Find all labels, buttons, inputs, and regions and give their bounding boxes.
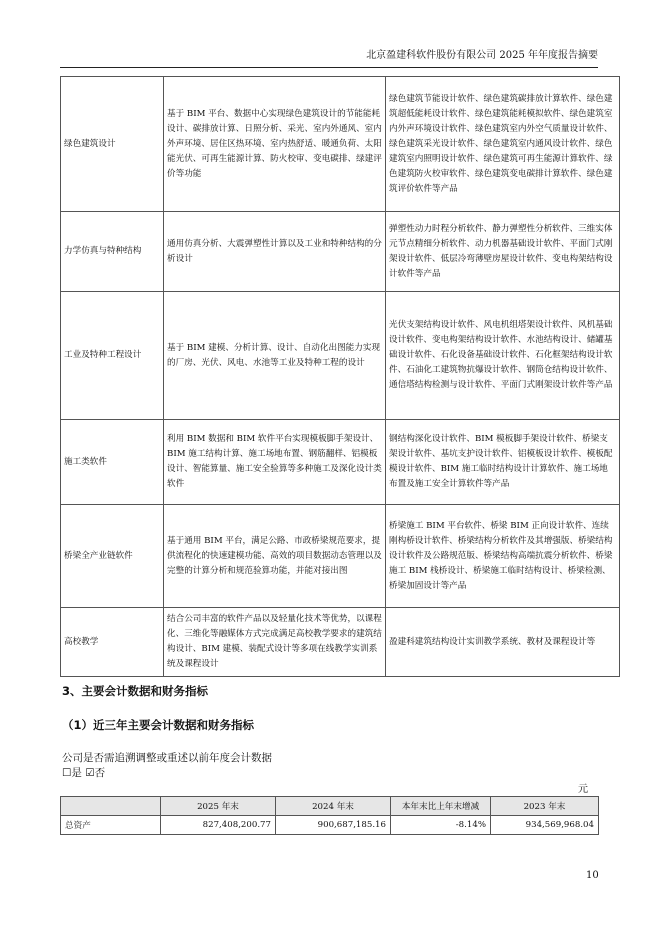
value-cell: 827,408,200.77: [161, 816, 276, 835]
product-list: 桥梁施工 BIM 平台软件、桥梁 BIM 正向设计软件、连续刚构桥设计软件、桥梁结构分析软件及其增强版、桥梁结构设计软件及公路规范版、桥梁结构高端抗震分析软件、桥梁施工 BIM 栈桥设计、桥梁施工临时结构设计、桥梁检测、桥梁加固设计等产品: [386, 505, 620, 608]
table-row: [61, 77, 620, 212]
table-row: [61, 212, 620, 292]
table-row: [61, 420, 620, 505]
financial-table: [60, 796, 599, 835]
product-category: 绿色建筑设计: [61, 77, 164, 212]
product-category: 桥梁全产业链软件: [61, 505, 164, 608]
product-category: 施工类软件: [61, 420, 164, 505]
table-row: [61, 608, 620, 677]
column-header: 2025 年末: [161, 797, 276, 816]
restatement-question: 公司是否需追溯调整或重述以前年度会计数据: [62, 752, 272, 764]
table-row: [61, 505, 620, 608]
page-number: 10: [586, 870, 599, 881]
section-heading: 3、主要会计数据和财务指标: [62, 684, 209, 698]
product-list: 弹塑性动力时程分析软件、静力弹塑性分析软件、三维实体元节点精细分析软件、动力机器基础设计软件、平面门式刚架设计软件、低层冷弯薄壁房屋设计软件、变电构架结构设计软件等产品: [386, 212, 620, 292]
product-list: 盈建科建筑结构设计实训教学系统、教材及课程设计等: [386, 608, 620, 677]
product-list: 光伏支架结构设计软件、风电机组塔架设计软件、风机基础设计软件、变电构架结构设计软件、水池结构设计、储罐基础设计软件、石化设备基础设计软件、石化框架结构设计软件、石油化工建筑物抗爆设计软件、钢筒仓结构设计软件、通信塔结构检测与设计软件、平面门式刚架设计软件等产品: [386, 292, 620, 420]
value-cell: 934,569,968.04: [491, 816, 599, 835]
value-cell: -8.14%: [391, 816, 491, 835]
product-function: 基于通用 BIM 平台，满足公路、市政桥梁规范要求，提供流程化的快速建模功能、高效的项目数据动态管理以及完整的计算分析和规范验算功能，并能对接出图: [164, 505, 386, 608]
column-header: 2023 年末: [491, 797, 599, 816]
product-category: 高校教学: [61, 608, 164, 677]
currency-unit: 元: [578, 784, 588, 795]
column-header: [61, 797, 161, 816]
restatement-answer: ☐是 ☑否: [62, 767, 106, 779]
product-list: 绿色建筑节能设计软件、绿色建筑碳排放计算软件、绿色建筑超低能耗设计软件、绿色建筑能耗模拟软件、绿色建筑室内外声环境设计软件、绿色建筑室内外空气质量设计软件、绿色建筑采光设计软件、绿色建筑室内通风设计软件、绿色建筑室内照明设计软件、绿色建筑可再生能源计算软件、绿色建筑防火校审软件、绿色建筑变电碳排计算软件、绿色建筑评价软件等产品: [386, 77, 620, 212]
product-function: 基于 BIM 平台、数据中心实现绿色建筑设计的节能能耗设计、碳排放计算、日照分析、采光、室内外通风、室内外声环境、居住区热环境、室内热舒适、暖通负荷、太阳能光伏、可再生能源计算、防火校审、变电碳排、绿建评价等功能: [164, 77, 386, 212]
report-header: [60, 46, 598, 68]
column-header: 本年末比上年末增减: [391, 797, 491, 816]
report-header-title: 北京盈建科软件股份有限公司 2025 年年度报告摘要: [366, 50, 598, 61]
table-row: [61, 292, 620, 420]
product-function: 基于 BIM 建模、分析计算、设计、自动化出图能力实现的厂房、光伏、风电、水池等工业及特种工程的设计: [164, 292, 386, 420]
product-function: 利用 BIM 数据和 BIM 软件平台实现模板脚手架设计、BIM 施工结构计算、施工场地布置、钢筋翻样、铝模板设计、智能算量、施工安全验算等多种施工及深化设计类软件: [164, 420, 386, 505]
product-category: 力学仿真与特种结构: [61, 212, 164, 292]
financial-header-row: [61, 797, 599, 816]
product-list: 钢结构深化设计软件、BIM 模板脚手架设计软件、桥梁支架设计软件、基坑支护设计软件、铝模板设计软件、模板配模设计软件、BIM 施工临时结构设计计算软件、施工场地布置及施工安全计算软件等产品: [386, 420, 620, 505]
product-table: [60, 76, 620, 677]
product-function: 结合公司丰富的软件产品以及轻量化技术等优势，以课程化、三维化等融媒体方式完成满足高校教学要求的建筑结构设计、BIM 建模、装配式设计等多项在线教学实训系统及课程设计: [164, 608, 386, 677]
product-function: 通用仿真分析、大震弹塑性计算以及工业和特种结构的分析设计: [164, 212, 386, 292]
table-row: [61, 816, 599, 835]
value-cell: 900,687,185.16: [276, 816, 391, 835]
section-subheading: （1）近三年主要会计数据和财务指标: [62, 718, 254, 732]
row-label: 总资产: [61, 816, 161, 835]
column-header: 2024 年末: [276, 797, 391, 816]
product-category: 工业及特种工程设计: [61, 292, 164, 420]
